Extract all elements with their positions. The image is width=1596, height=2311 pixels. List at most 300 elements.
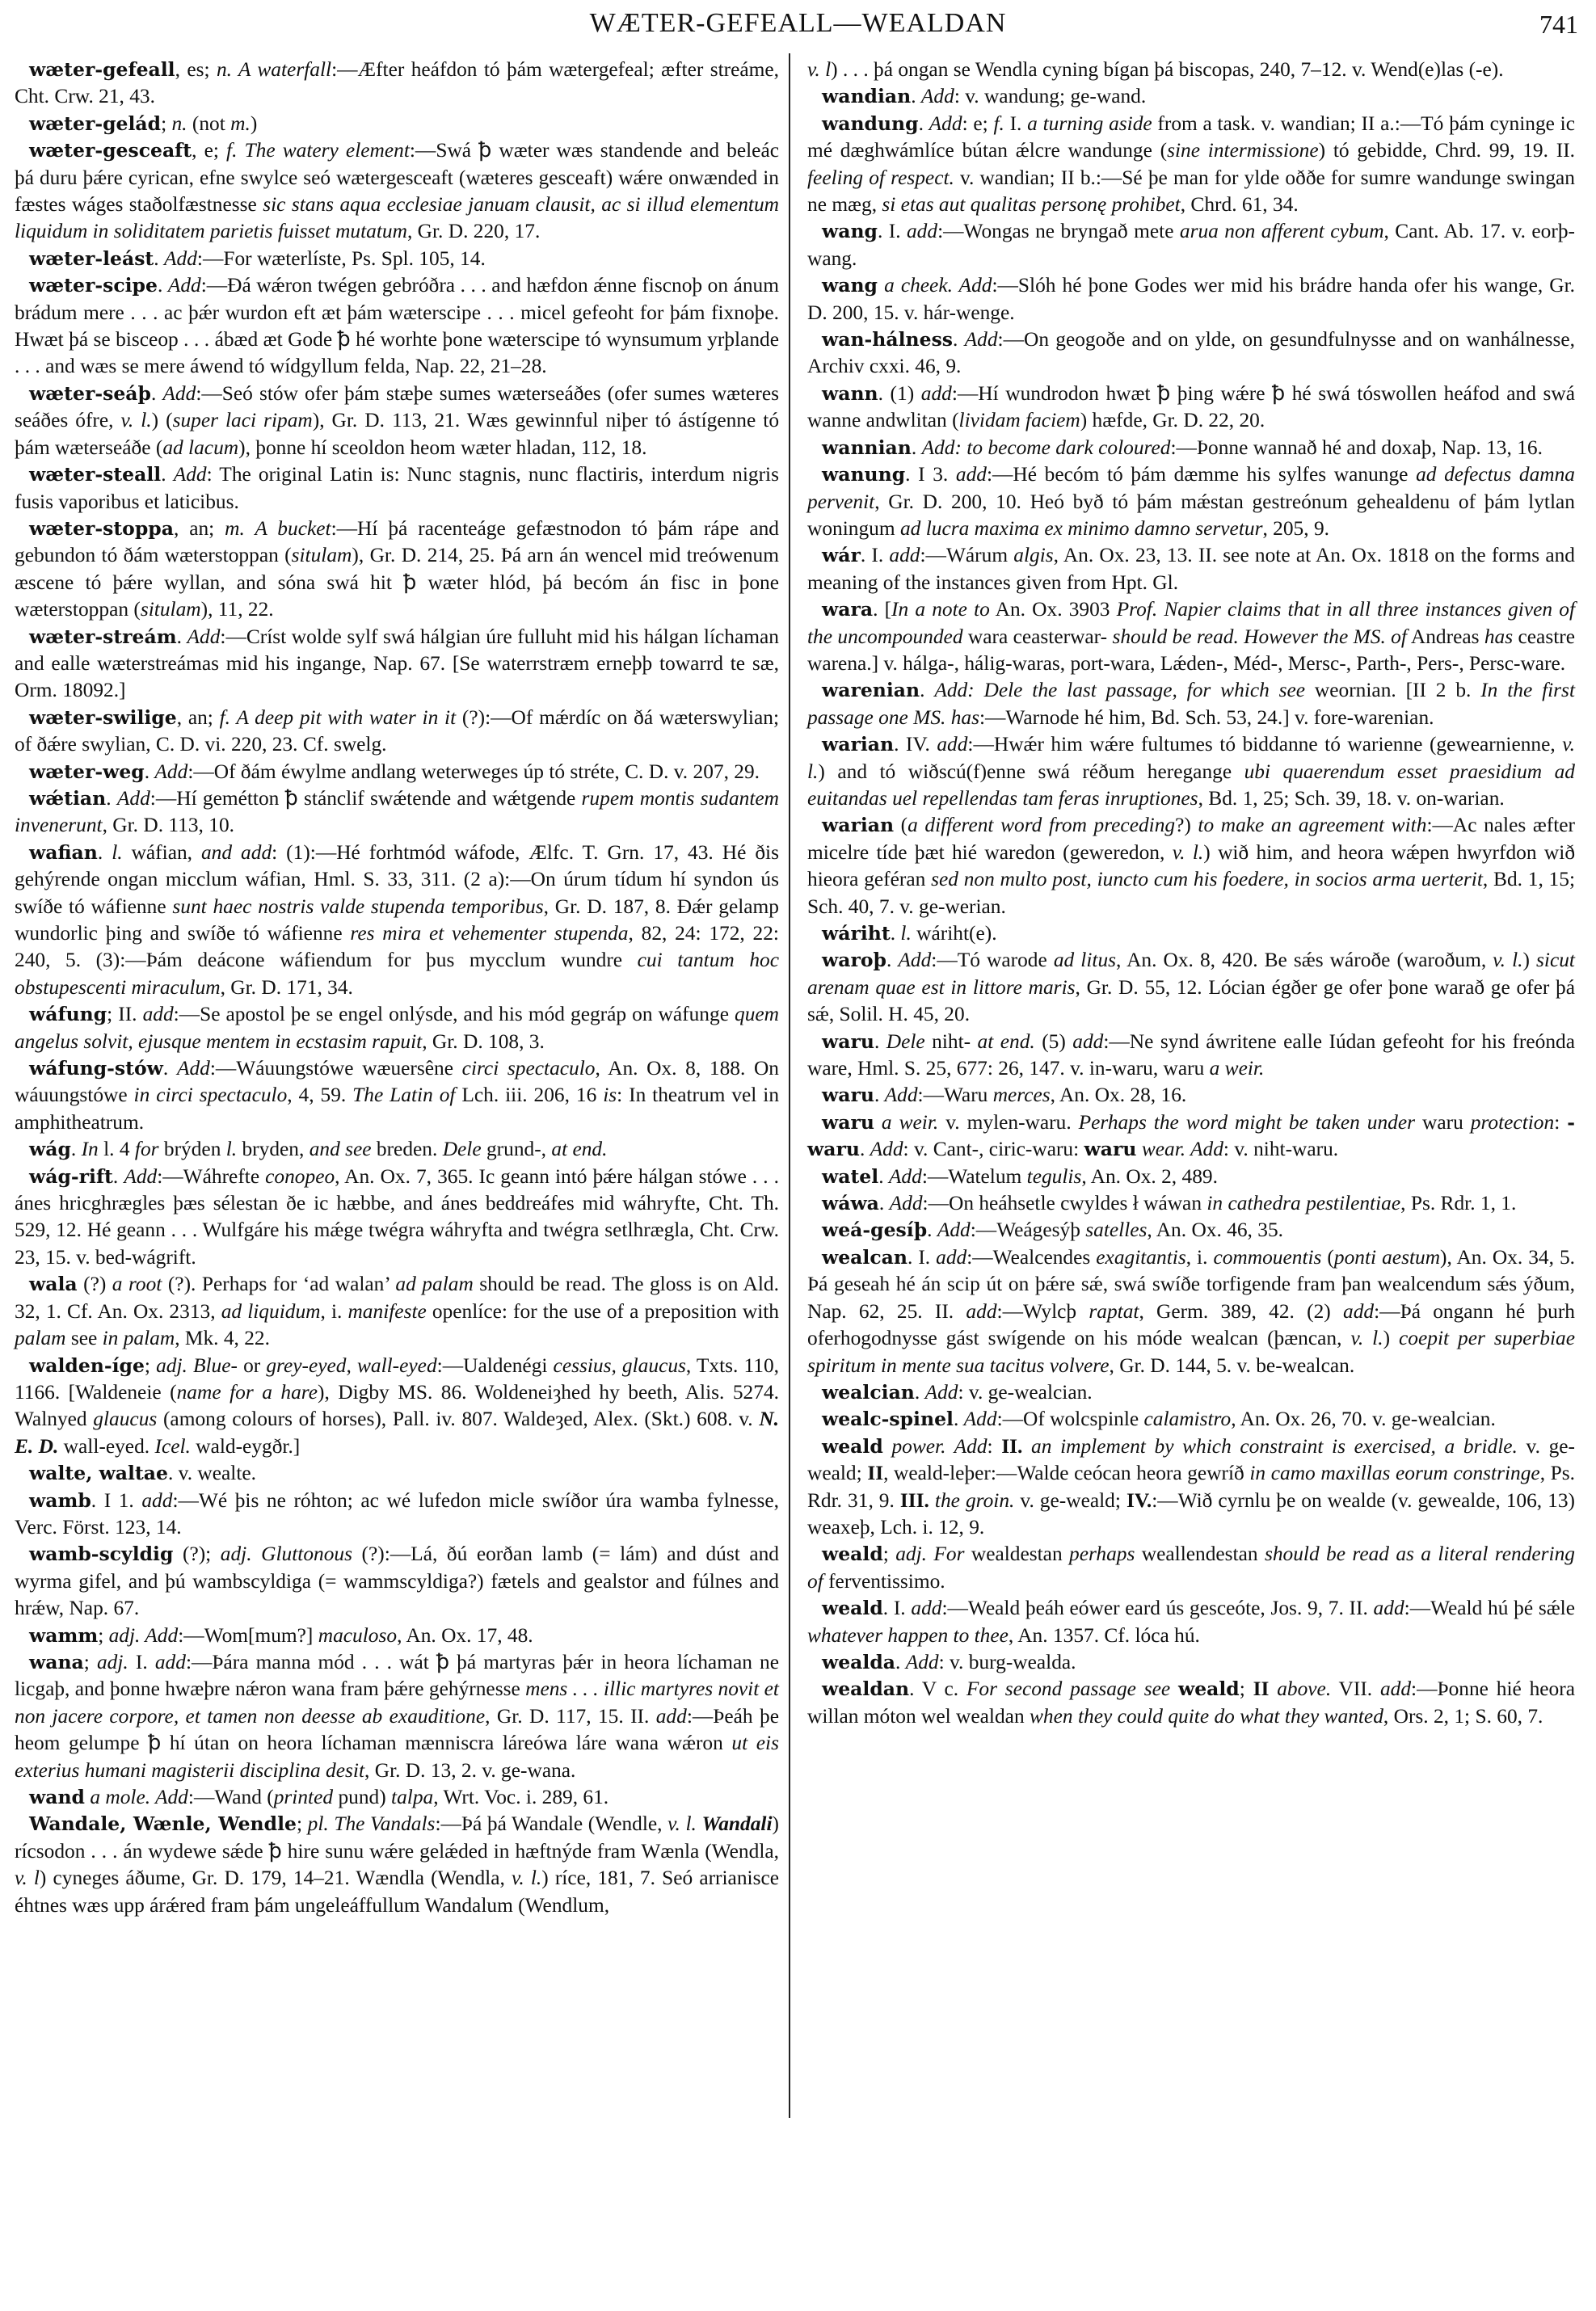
italic-text: v. l. [1493,949,1523,972]
entry-text: :—Þonne wannað hé and doxaþ, Nap. 13, 16. [1170,436,1543,459]
italic-text: v. l [807,58,832,81]
entry-text: . I. [882,1597,912,1620]
italic-text: in cathedra pestilentiae [1206,1192,1401,1215]
entry-text [1269,1677,1277,1700]
italic-text: sicut arenam quae est in littore maris [807,949,1575,999]
entry-text: see [65,1327,103,1350]
entry-text: :—Þá ongann hé þurh oferhogodnysse gást swígende on his móde wealcan (þæncan, [807,1299,1575,1350]
entry-text: , i. [320,1299,348,1323]
dictionary-entry [807,1244,1575,1379]
headword: wamb [29,1488,91,1512]
entry-text: :—Críst wolde sylf swá hálgian úre fulluht mid his hálgan líchaman and ealle wæterstreámas mid his ingange, Nap. 67. [Se waterrstræm erneþþ towarrd te sæ, Orm. 18092.] [15,625,779,702]
italic-text: l. [225,1138,238,1161]
italic-text: Add [167,274,201,297]
entry-text: . [106,786,117,810]
italic-text: Add [173,463,207,486]
dictionary-entry [15,1623,779,1649]
entry-text: :—Ac nales æfter micelre tíde þæt hié waredon (geweredon, [807,814,1575,864]
italic-text: v. l. [667,1812,697,1836]
entry-text: ; [144,1353,157,1377]
italic-text: sine intermissione [1167,139,1319,162]
entry-text: ?) [1175,814,1198,837]
italic-text: ut eis exterius humani magisterii disciplina desit [15,1732,779,1782]
italic-text: the groin. [934,1488,1015,1512]
entry-text: ; [1239,1677,1253,1701]
entry-text: :—Hí wundrodon hwæt ꝥ þing wǽre ꝥ hé swá tóswollen heáfod and swá wanne andwlitan ( [807,381,1575,432]
dictionary-entry [807,731,1575,812]
headword: wanung [822,463,906,486]
italic-text: a cheek. Add [884,274,992,297]
italic-text: and add [200,840,272,864]
entry-text: , Gr. D. 187, 8. Ðǽr gelamp wundorlic þing and swíðe tó wáfienne [15,895,780,945]
italic-text: Add [963,1408,997,1431]
headword: wealcan [822,1245,907,1269]
entry-text: ) rícsodon . . . án wydewe sǽde ꝥ hire sunu wǽre gelǽded in hæftnýde fram Wænla (Wendla, [15,1812,779,1863]
dictionary-entry [807,435,1575,461]
headword: wan-hálness [822,328,954,351]
italic-text: in circi spectaculo [133,1084,288,1107]
italic-text: exagitantis [1096,1245,1186,1269]
italic-text: at end. [977,1029,1035,1053]
entry-text [929,1489,935,1512]
italic-text: is [603,1084,617,1107]
page-number: 741 [1539,10,1578,39]
italic-text: Add [163,246,197,270]
entry-text: . [878,1192,890,1215]
dictionary-entry [807,272,1575,326]
dictionary-entry [807,1406,1575,1433]
italic-text: Add [889,1192,923,1215]
entry-text: l. 4 [98,1138,135,1161]
headword: weá-gesíþ [822,1219,928,1242]
headword: wealda [822,1650,895,1673]
headword: wáriht [822,922,891,945]
dictionary-entry [15,1541,779,1622]
italic-text: adj. Add [108,1623,179,1647]
entry-text: ) [1522,949,1537,972]
dictionary-entry [807,1541,1575,1595]
entry-text: , Wrt. Voc. i. 289, 61. [433,1786,609,1808]
entry-text: :—Hí þá racenteáge gefæstnodon tó þám rápe and gebundon tó ðám wæterstoppan ( [15,516,779,567]
italic-text: m. [230,112,251,135]
dictionary-entry [15,381,779,461]
entry-text: should be read. The gloss is on Ald. 32, 1. Cf. An. Ox. 2313, [15,1273,779,1323]
italic-text: lividam faciem [958,409,1080,432]
dictionary-entry [15,705,779,759]
headword: wealc-spinel [822,1408,954,1431]
entry-text: , Gr. D. 108, 3. [422,1029,545,1053]
headword: wana [29,1650,84,1673]
entry-text: :—Seó stów ofer þám stæþe sumes wæterseáðes (ofer sumes wæteres seáðes ófre, [15,381,780,432]
headword: weald [822,1543,883,1566]
entry-text: :—Wealcendes [966,1245,1097,1269]
entry-text: Andreas [1406,625,1484,648]
italic-text: pl. The Vandals [307,1812,436,1836]
entry-text: . V c. [909,1677,966,1701]
entry-text [1022,1435,1031,1458]
headword: wala [29,1273,78,1296]
headword: wæter-swilige [29,705,177,729]
headword: wæter-gelád [29,112,162,135]
entry-text: : [987,1434,1002,1458]
dictionary-entry [15,111,779,137]
entry-text: :—On geogoðe and on ylde, on gesundfulnysse and on wanhálnesse, Archiv cxxi. 46, 9. [807,328,1575,378]
italic-text: Prof. Napier claims that in all three instances given of the uncompounded [807,598,1575,648]
entry-text: grund-, [481,1138,552,1161]
entry-text: (?); [173,1543,221,1566]
dictionary-entry [15,785,779,840]
italic-text: Add: to become dark coloured [921,436,1171,459]
entry-text: ) cyneges áðume, Gr. D. 179, 14–21. Wændla (Wendla, [39,1867,512,1890]
entry-text: An. Ox. 3903 [989,598,1117,621]
entry-text: , Gr. D. 117, 15. II. [485,1704,656,1728]
dictionary-entry [15,137,779,246]
entry-text: :—For wæterlíste, Ps. Spl. 105, 14. [196,246,486,270]
entry-text: . [918,112,929,135]
dictionary-entry [807,920,1575,947]
bold-italic-text: Wandali [701,1812,773,1836]
entry-text: :—On heáhsetle cwyldes ł wáwan [922,1192,1207,1215]
entry-text: , An. Ox. 8, 420. Be sǽs wároðe (waroðum, [1116,949,1493,972]
headword: warian [822,733,895,756]
italic-text: glaucus [93,1408,158,1431]
entry-text: weallendestan [1135,1543,1265,1566]
entry-text: : [1554,1110,1568,1134]
bold-italic-text: N. E. D. [15,1408,779,1458]
headword: wealdan [822,1677,910,1701]
entry-text: : v. Cant-, ciric-waru: [903,1138,1084,1161]
entry-text: ; [882,1543,896,1566]
bold-text: II. [1001,1434,1023,1458]
italic-text: whatever happen to thee [807,1623,1009,1647]
entry-text: I. [1004,112,1028,135]
italic-text: to make an agreement with [1198,814,1427,837]
italic-text: v. l. [511,1867,542,1890]
italic-text: name for a hare [176,1380,318,1404]
entry-text: , Gr. D. 220, 17. [406,220,541,243]
entry-text: :—Þára manna mód . . . wát ꝥ þá martyras þǽr in heora líchaman ne licgaþ, and þonne hwæþre nǽron wana fram þǽre gehýrnesse [15,1650,780,1701]
italic-text: adj. [96,1650,128,1673]
italic-text: sunt haec nostris valde stupenda temporibus [172,895,544,918]
entry-text: . [154,246,164,270]
headword: wǽtian [29,786,107,810]
entry-text: . [920,679,935,702]
italic-text: Perhaps the word might be taken under [1078,1110,1416,1134]
dictionary-entry [15,1784,779,1811]
entry-text: . I. [877,220,907,243]
italic-text: in palam [102,1327,175,1350]
italic-text: Add [154,760,188,783]
italic-text: a weir. [881,1110,939,1134]
entry-text: , Chrd. 61, 34. [1180,193,1299,217]
dictionary-entry [807,596,1575,677]
entry-text: :—Ualdenégi [436,1353,554,1377]
italic-text: ubi quaerendum esset praesidium ad euitandas uel repellendas tam feras inruptiones [807,760,1575,810]
entry-text: :—Æfter heáfdon tó þám wætergefeal; æfter streáme, Cht. Crw. 21, 43. [15,58,779,108]
headword: wamm [29,1623,99,1647]
italic-text: above. [1277,1677,1332,1701]
dictionary-entry [807,812,1575,920]
entry-text: (?):—Lá, ðú eorðan lamb (= lám) and dúst and wyrma gifel, and þú wambscyldiga (= wammscyldiga?) fætels and gealstor and fúlnes and hrǽw, Nap. 67. [15,1543,779,1620]
dictionary-entry [15,1055,779,1136]
dictionary-entry [15,840,779,1001]
entry-text: :—Wongas ne bryngað mete [937,220,1180,243]
dictionary-entry [807,326,1575,381]
entry-text: bryden, [237,1138,310,1161]
entry-text: :—Weald þeáh eówer eard ús gesceóte, Jos. 9, 7. II. [941,1597,1374,1620]
italic-text: feeling of respect. [807,166,954,189]
entry-text: , An. Ox. 17, 48. [397,1623,533,1647]
headword: wáwa [822,1192,879,1215]
entry-text: ) [1383,1327,1400,1350]
italic-text: adj. Blue- [156,1353,238,1377]
entry-text: :—Þá þá Wandale (Wendle, [435,1812,668,1836]
entry-text: :—Ne synd áwritene ealle Iúdan gefeoht for his freónda ware, Hml. S. 25, 677: 26, 147. v. in-waru, waru [807,1029,1576,1080]
entry-text: :—Þeáh þe heom gelumpe ꝥ hí útan on heora líchaman mænniscra láreówa láre wana wǽron [15,1704,779,1755]
entry-text: :—Hí gemétton ꝥ stánclif swǽtende and wǽtgende [149,786,582,810]
entry-text: , Ps. Rdr. 31, 9. [807,1462,1576,1512]
dictionary-entry [807,1164,1575,1190]
entry-text: ) . . . þá ongan se Wendla cyning bígan þá biscopas, 240, 7–12. v. Wend(e)las (-e). [831,58,1504,81]
italic-text: In the first passage one MS. has [807,679,1575,729]
italic-text: perhaps [1069,1543,1135,1566]
entry-text: (5) [1034,1029,1073,1053]
entry-text: :—Wáuungstówe wæuersêne [209,1057,462,1080]
dictionary-entry [15,1164,779,1272]
entry-text: wealdestan [964,1543,1070,1566]
dictionary-entry [807,542,1575,596]
italic-text: quem angelus solvit, ejusque mentem in ecstasim rapuit [15,1003,779,1053]
italic-text: for [134,1138,159,1161]
entry-text: . I 1. [91,1488,142,1512]
entry-text: , Cant. Ab. 17. v. eorþ-wang. [807,220,1575,270]
dictionary-entry [807,1649,1575,1676]
italic-text: super laci ripam [172,409,313,432]
italic-text: a turning aside [1027,112,1152,135]
italic-text: add [906,220,938,243]
italic-text: Add [898,949,932,972]
italic-text: Add [964,328,998,351]
column-divider [789,53,790,2118]
entry-text: . [874,1084,885,1107]
entry-text: :—Weald hú þé sǽle [1404,1597,1575,1620]
italic-text: merces [992,1084,1051,1107]
headword: wæter-seáþ [29,381,151,405]
headword: wæter-weg [29,760,145,783]
italic-text: conopeo [265,1164,335,1188]
entry-text: ), Digby MS. 86. Woldeneiȝhed hy beeth, Alis. 5274. Walnyed [15,1380,779,1431]
italic-text: add [1343,1299,1375,1323]
entry-text: ; [98,1623,109,1647]
italic-text: v. l [15,1867,40,1890]
headword: waru [822,1084,874,1107]
dictionary-entry [807,1595,1575,1649]
italic-text: Add [162,381,196,405]
entry-text: . [927,1219,937,1242]
italic-text: in camo maxillas eorum constringe [1249,1462,1540,1485]
entry-text: ) and tó wiðscú(f)enne swá réðum heregange [818,760,1244,783]
italic-text: talpa [391,1786,434,1808]
italic-text: palam [15,1327,66,1350]
entry-text: :—Wé þis ne róhton; ac wé lufedon micle swíðor úra wamba fylnesse, Verc. Först. 123, 14. [15,1488,779,1539]
entry-text: ; [83,1650,97,1673]
entry-text: wáfian, [122,840,201,864]
italic-text: add [936,1245,967,1269]
dictionary-entry [807,1676,1575,1730]
entry-text: ; [296,1812,308,1836]
entry-text: :—Wárum [920,544,1014,567]
italic-text: and see [309,1138,372,1161]
entry-text: , 82, 24: 172, 22: 240, 5. (3):—Þám deácone wáfiendum for þus mycclum wundre [15,922,779,972]
dictionary-entry [807,461,1575,542]
entry-text: . [161,463,174,486]
dictionary-entry [807,57,1575,83]
entry-text: :—Hwǽr him wǽre fultumes tó biddanne tó warienne (gewearnienne, [967,733,1563,756]
entry-text: :—Hé becóm tó þám dæmme his sylfes wanunge [986,463,1417,486]
entry-text: , An. Ox. 2, 489. [1081,1164,1218,1188]
italic-text: at end. [551,1138,608,1161]
bold-text: II [1253,1677,1270,1701]
entry-text: . [911,436,922,459]
dictionary-entry [807,947,1575,1028]
italic-text: v. l. [1350,1327,1383,1350]
italic-text: Add [176,1057,210,1080]
italic-text: Add [888,1164,922,1188]
headword: Wandale, Wænle, Wendle [29,1812,297,1836]
entry-text: ), Gr. D. 214, 25. Þá arn án wencel mid treówenum æscene tó þǽre wyllan, and sóna swá hit ꝥ wæter hlód, þá becóm án fisc in þone wæterstoppan ( [15,544,780,621]
italic-text: f. A deep pit with water in it [219,705,457,729]
italic-text: Add [884,1084,918,1107]
entry-text: , An. Ox. 26, 70. v. ge-wealcian. [1231,1408,1496,1431]
entry-text [883,1435,892,1458]
headword: wæter-streám [29,625,177,648]
entry-text: (among colours of horses), Pall. iv. 807. Waldeȝed, Alex. (Skt.) 608. v. [157,1408,760,1431]
entry-text: , es; [175,58,217,81]
headword: -waru [807,1110,1576,1161]
headword: walden-íge [29,1353,145,1377]
italic-text: algis [1013,544,1054,567]
italic-text: add [1379,1677,1412,1701]
entry-text: from a task. v. wandian; II a.:—Tó þám cyninge ic mé dæghwámlíce bútan ǽlcre wandunge ( [807,112,1576,162]
italic-text: add [937,733,968,756]
entry-text: , Gr. D. 171, 34. [220,975,353,999]
entry-text: . [859,1138,870,1161]
dictionary-entry [15,272,779,381]
italic-text: add [142,1003,174,1026]
headword: wáfung [29,1003,107,1026]
italic-text: a mole. Add [90,1786,188,1808]
italic-text: wear. Add [1141,1138,1223,1161]
entry-text: . [878,1164,889,1188]
dictionary-entry [15,1488,779,1542]
italic-text: raptat [1089,1299,1139,1323]
dictionary-entry [807,1217,1575,1244]
entry-text: , 4, 59. [287,1084,353,1107]
entry-text: : v. burg-wealda. [938,1650,1076,1673]
entry-text: ) tó gebidde, Chrd. 99, 19. II. [1318,139,1575,162]
italic-text: should be read as a literal rendering of [807,1543,1575,1593]
entry-text: . [70,1138,82,1161]
entry-text: :—Wáhrefte [157,1164,266,1188]
entry-text: . [176,625,187,648]
entry-text: . [895,1650,906,1673]
headword: weald [822,1597,883,1620]
entry-text: :—Tó warode [931,949,1054,972]
entry-text: : e; [962,112,994,135]
italic-text: Dele [442,1138,482,1161]
headword: watel [822,1164,879,1188]
italic-text: commouentis [1213,1245,1322,1269]
dictionary-entry [15,246,779,272]
entry-text: v. wandian; II b.:—Sé þe man for ylde oððe for sumre wandunge swingan ne mæg, [807,166,1575,217]
italic-text: a different word from preceding [907,814,1176,837]
entry-text: brýden [158,1138,226,1161]
entry-text: ) [250,112,258,135]
entry-text: . [911,85,921,108]
entry-text: ; II. [107,1003,143,1026]
italic-text: protection [1470,1110,1555,1134]
italic-text: add [911,1597,942,1620]
dictionary-entry [807,218,1575,272]
entry-text: ), 11, 22. [200,598,274,621]
right-column [807,57,1575,1730]
italic-text: si etas aut qualitas personę prohibet [882,193,1181,217]
headword: wág [29,1138,71,1161]
entry-text: ), þonne hí sceoldon heom wæter hladan, 112, 18. [238,436,647,459]
entry-text: : The original Latin is: Nunc stagnis, nunc flactiris, interdum nigris fusis vaporibus et laticibus. [15,463,779,513]
dictionary-entry [807,111,1575,219]
headword: waru [1084,1138,1137,1161]
italic-text: maculoso [318,1623,398,1647]
headword: wæter-scipe [29,274,158,297]
entry-text: ( [894,814,908,837]
italic-text: l. [112,840,123,864]
entry-text: :—Slóh hé þone Godes wer mid his brádre handa ofer his wange, Gr. D. 200, 15. v. hár-wenge. [807,274,1575,324]
italic-text: add [1373,1597,1404,1620]
italic-text: ad liquidum [221,1299,321,1323]
entry-text: . I. [860,544,890,567]
entry-text: , an; [173,516,225,540]
italic-text: mens . . . illic martyres novit et non jacere corpore, et tamen non deesse ab exauditione [15,1677,779,1728]
italic-text: The Latin of [352,1084,456,1107]
dictionary-entry [15,57,779,111]
italic-text: adj. For [895,1543,965,1566]
entry-text: ) hæfde, Gr. D. 22, 20. [1080,409,1265,432]
page-header [0,0,1596,48]
entry-text: v. ge-weald; [807,1434,1576,1485]
entry-text [697,1812,702,1835]
headword: wár [822,544,861,567]
entry-text: (?). Perhaps for ‘ad walan’ [162,1273,396,1296]
dictionary-entry [15,624,779,705]
headword: wand [29,1786,85,1808]
entry-text: :—Watelum [921,1164,1027,1188]
entry-text: , weald-leþer:—Walde ceócan heora gewríð [883,1462,1250,1485]
entry-text: ), Gr. D. 113, 21. Wæs gewinnful niþer tó ástígenne tó þám wæterseáðe ( [15,409,780,459]
italic-text: adj. Gluttonous [220,1543,352,1566]
entry-text: or [237,1353,267,1377]
entry-text: breden. [371,1138,443,1161]
italic-text: has [1484,625,1514,648]
entry-text: , Txts. 110, 1166. [Waldeneie ( [15,1353,779,1404]
headword: weald [822,1434,883,1458]
headword: wandung [822,112,919,135]
entry-text: : v. niht-waru. [1223,1138,1339,1161]
italic-text: Add [905,1650,939,1673]
italic-text: f. [993,112,1004,135]
dictionary-entry [15,759,779,785]
entry-text: . [157,274,168,297]
